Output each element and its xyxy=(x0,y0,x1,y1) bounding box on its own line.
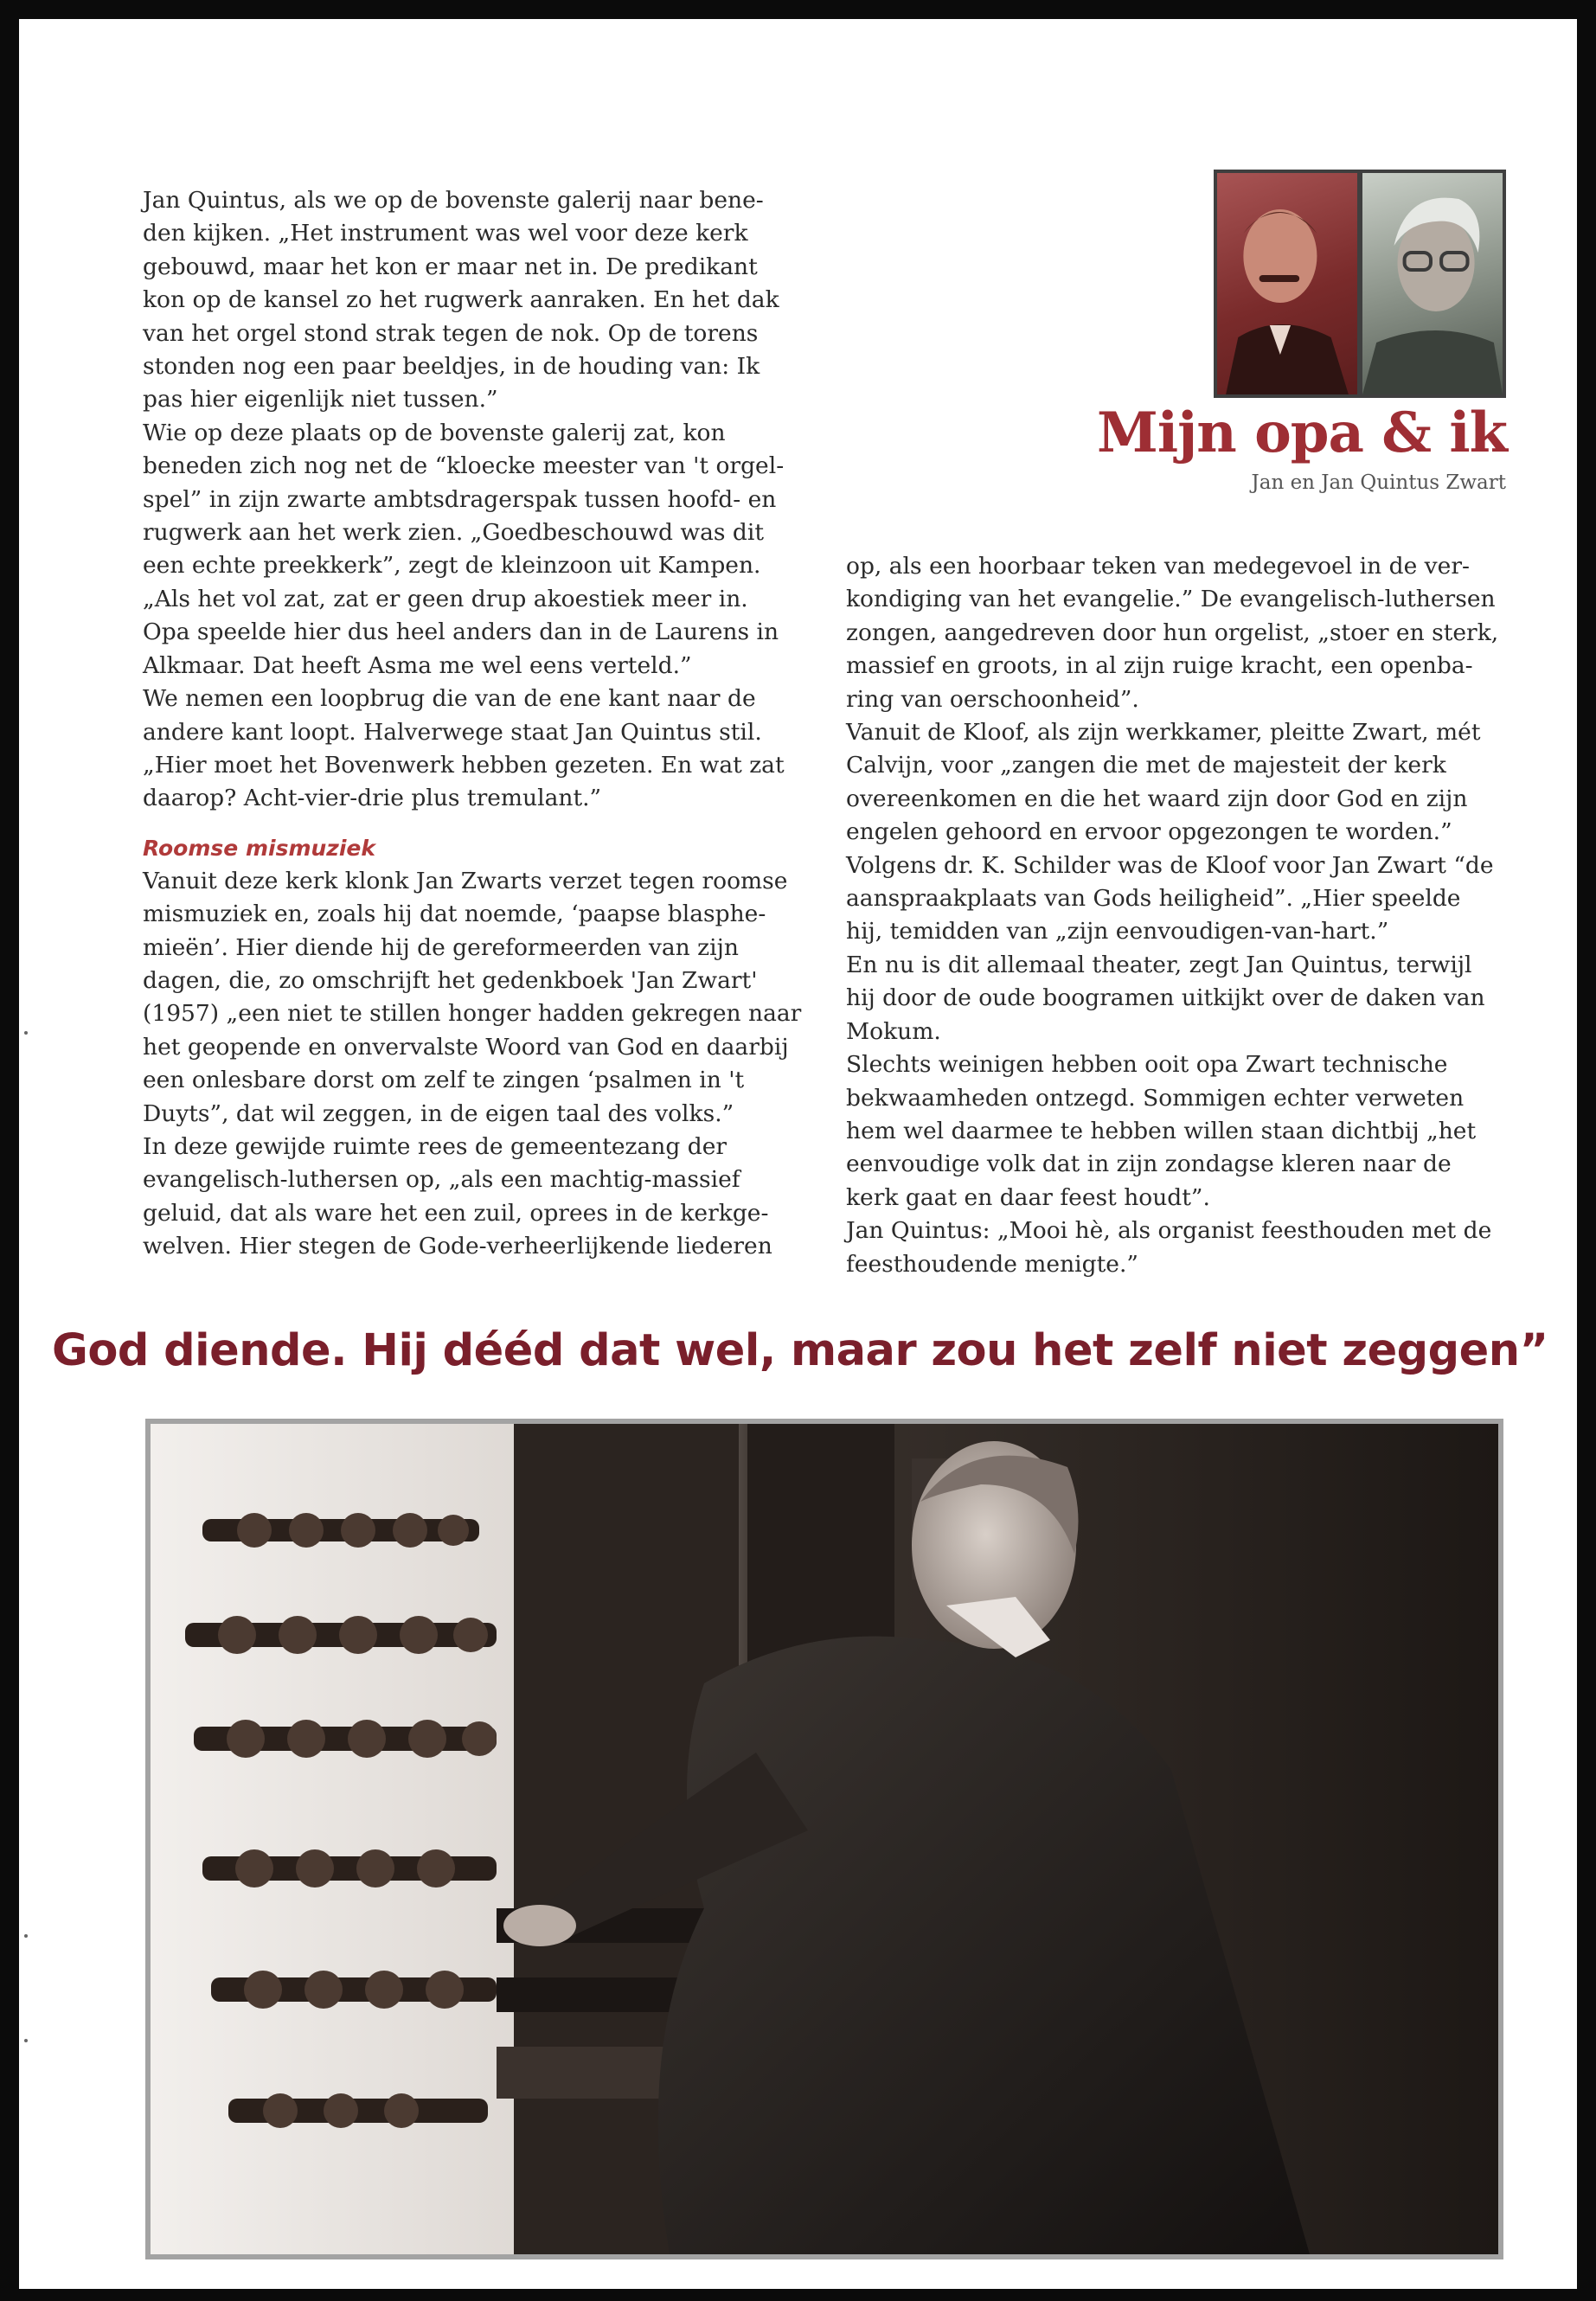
text-line: Slechts weinigen hebben ooit opa Zwart technische xyxy=(846,1051,1448,1079)
text-line: ring van oerschoonheid”. xyxy=(846,685,1139,713)
text-line: bekwaamheden ontzegd. Sommigen echter verweten xyxy=(846,1084,1465,1112)
text-line: gebouwd, maar het kon er maar net in. De predikant xyxy=(143,253,758,280)
text-line: mieën’. Hier diende hij de gereformeerden van zijn xyxy=(143,933,739,961)
text-line: andere kant loopt. Halverwege staat Jan Quintus stil. xyxy=(143,718,762,746)
text-line: spel” in zijn zwarte ambtsdragerspak tussen hoofd- en xyxy=(143,485,777,513)
text-line: rugwerk aan het werk zien. „Goedbeschouwd was dit xyxy=(143,519,765,547)
text-line: Duyts”, dat wil zeggen, in de eigen taal des volks.” xyxy=(143,1099,734,1127)
series-subtitle: Jan en Jan Quintus Zwart xyxy=(1251,471,1506,494)
text-line: pas hier eigenlijk niet tussen.” xyxy=(143,386,498,413)
text-line: evangelisch-luthersen op, „als een machtig-massief xyxy=(143,1166,740,1194)
text-line: engelen gehoord en ervoor opgezongen te worden.” xyxy=(846,818,1452,846)
text-line: „Als het vol zat, zat er geen drup akoestiek meer in. xyxy=(143,585,748,612)
series-title: Mijn opa & ik xyxy=(1096,401,1507,465)
text-line: En nu is dit allemaal theater, zegt Jan Quintus, terwijl xyxy=(846,951,1472,978)
text-line: Wie op deze plaats op de bovenste galerij zat, kon xyxy=(143,419,726,446)
text-line: welven. Hier stegen de Gode-verheerlijkende liederen xyxy=(143,1233,772,1260)
text-line: massief en groots, in al zijn ruige kracht, een openba- xyxy=(846,652,1473,680)
margin-mark xyxy=(24,1031,28,1035)
text-line: Volgens dr. K. Schilder was de Kloof voor Jan Zwart “de xyxy=(846,851,1494,879)
text-line: van het orgel stond strak tegen de nok. Op de torens xyxy=(143,319,759,347)
text-line: Jan Quintus, als we op de bovenste galerij naar bene- xyxy=(143,187,764,214)
text-line: hem wel daarmee te hebben willen staan dichtbij „het xyxy=(846,1117,1477,1144)
text-line: een echte preekkerk”, zegt de kleinzoon uit Kampen. xyxy=(143,552,761,580)
text-line: stonden nog een paar beeldjes, in de houding van: Ik xyxy=(143,353,760,381)
text-line: Alkmaar. Dat heeft Asma me wel eens verteld.” xyxy=(143,651,692,679)
text-line: geluid, dat als ware het een zuil, oprees in de kerkge- xyxy=(143,1199,769,1227)
text-line: Vanuit deze kerk klonk Jan Zwarts verzet tegen roomse xyxy=(143,867,788,894)
text-line: daarop? Acht-vier-drie plus tremulant.” xyxy=(143,785,602,812)
text-line: Calvijn, voor „zangen die met de majesteit der kerk xyxy=(846,752,1446,779)
text-line: Opa speelde hier dus heel anders dan in de Laurens in xyxy=(143,619,779,646)
article-column-left xyxy=(143,184,817,1264)
text-line: den kijken. „Het instrument was wel voor deze kerk xyxy=(143,220,748,247)
portrait-grandson xyxy=(1362,173,1503,394)
text-line: overeenkomen en die het waard zijn door God en zijn xyxy=(846,785,1468,812)
portrait-pair xyxy=(1214,170,1506,398)
margin-mark xyxy=(24,1934,28,1938)
text-line: Jan Quintus: „Mooi hè, als organist feesthouden met de xyxy=(846,1217,1492,1245)
text-line: hij door de oude boogramen uitkijkt over de daken van xyxy=(846,984,1485,1012)
text-line: (1957) „een niet te stillen honger hadden gekregen naar xyxy=(143,1000,802,1028)
text-line: hij, temidden van „zijn eenvoudigen-van-hart.” xyxy=(846,918,1389,945)
text-line: Vanuit de Kloof, als zijn werkkamer, pleitte Zwart, mét xyxy=(846,719,1481,747)
pull-quote: God diende. Hij dééd dat wel, maar zou het zelf niet zeggen” xyxy=(52,1325,1548,1376)
text-line: eenvoudige volk dat in zijn zondagse kleren naar de xyxy=(846,1150,1452,1178)
organist-photo xyxy=(145,1419,1503,2259)
text-line: op, als een hoorbaar teken van medegevoel in de ver- xyxy=(846,553,1470,580)
article-column-right xyxy=(846,550,1521,1281)
section-subheading: Roomse mismuziek xyxy=(143,835,375,861)
text-line: kerk gaat en daar feest houdt”. xyxy=(846,1183,1210,1211)
text-line: mismuziek en, zoals hij dat noemde, ‘paapse blasphe- xyxy=(143,901,766,928)
text-line: „Hier moet het Bovenwerk hebben gezeten. En wat zat xyxy=(143,751,785,779)
text-line: In deze gewijde ruimte rees de gemeentezang der xyxy=(143,1132,727,1160)
text-line: Mokum. xyxy=(846,1017,941,1045)
text-line: kon op de kansel zo het rugwerk aanraken. En het dak xyxy=(143,286,779,314)
text-line: zongen, aangedreven door hun orgelist, „stoer en sterk, xyxy=(846,619,1499,646)
text-line: beneden zich nog net de “kloecke meester van 't orgel- xyxy=(143,452,785,480)
text-line: een onlesbare dorst om zelf te zingen ‘psalmen in 't xyxy=(143,1067,745,1094)
portrait-grandfather xyxy=(1217,173,1357,394)
text-line: feesthoudende menigte.” xyxy=(846,1250,1138,1278)
text-line: het geopende en onvervalste Woord van God en daarbij xyxy=(143,1033,789,1061)
text-line: aanspraakplaats van Gods heiligheid”. „Hier speelde xyxy=(846,885,1461,913)
text-line: We nemen een loopbrug die van de ene kant naar de xyxy=(143,685,756,713)
margin-mark xyxy=(24,2039,28,2042)
text-line: dagen, die, zo omschrijft het gedenkboek 'Jan Zwart' xyxy=(143,966,758,994)
text-line: kondiging van het evangelie.” De evangelisch-luthersen xyxy=(846,586,1496,613)
